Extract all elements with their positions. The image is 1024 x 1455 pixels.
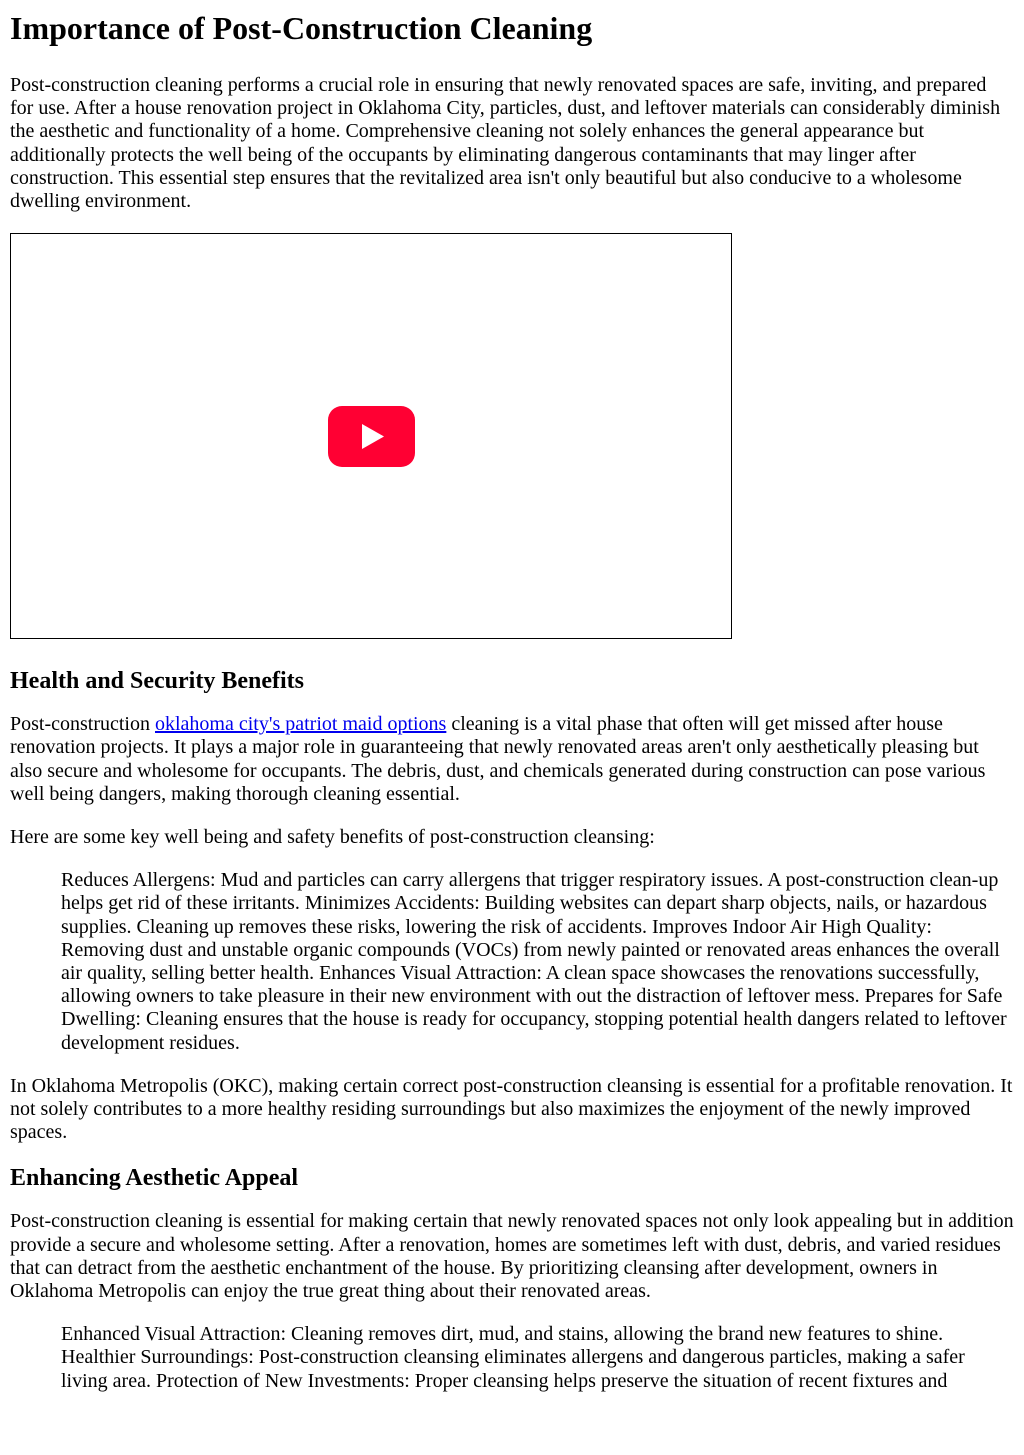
intro-paragraph: Post-construction cleaning performs a crucial role in ensuring that newly renovated spaces are safe, inviting, and prepared for use. After a house renovation project in Oklahoma City, particles, dust, and leftover materials can considerably diminish the aesthetic and functionality of a home. Comprehensive cleaning not solely enhances the general appearance but additionally protects the well being of the occupants by eliminating dangerous contaminants that may linger after construction. This essential step ensures that the revitalized area isn't only beautiful but also conducive to a wholesome dwelling environment.	[10, 74, 1001, 213]
health-paragraph-2: Here are some key well being and safety benefits of post-construction cleansing:	[10, 826, 655, 849]
article	[0, 9, 1024, 1393]
health-text-before-link: Post-construction	[10, 713, 155, 736]
aesthetic-benefits-list: Enhanced Visual Attraction: Cleaning removes dirt, mud, and stains, allowing the brand new features to shine. Healthier Surroundings: Post-construction cleansing eliminates allergens and dangerous particles, making a safer living area. Protection of New Investments: Proper cleansing helps preserve the situation of recent fixtures and	[61, 1323, 965, 1392]
video-embed[interactable]	[10, 233, 732, 639]
health-paragraph-1	[10, 713, 1014, 806]
health-text-after-link: cleaning is a vital phase that often will get missed after house renovation projects. It plays a major role in guaranteeing that newly renovated areas aren't only aesthetically pleasing but also secure and wholesome for occupants. The debris, dust, and chemicals generated during construction can pose various well being dangers, making thorough cleaning essential.	[10, 713, 986, 805]
youtube-play-icon[interactable]	[328, 406, 415, 467]
section-heading-health: Health and Security Benefits	[10, 668, 304, 695]
section-heading-aesthetic: Enhancing Aesthetic Appeal	[10, 1165, 299, 1192]
health-benefits-list: Reduces Allergens: Mud and particles can carry allergens that trigger respiratory issues. A post-construction clean-up helps get rid of these irritants. Minimizes Accidents: Building websites can depart sharp objects, nails, or hazardous supplies. Cleaning up removes these risks, lowering the risk of accidents. Improves Indoor Air High Quality: Removing dust and unstable organic compounds (VOCs) from newly painted or renovated areas enhances the overall air quality, selling better health. Enhances Visual Attraction: A clean space showcases the renovations successfully, allowing owners to take pleasure in their new environment with out the distraction of leftover mess. Prepares for Safe Dwelling: Cleaning ensures that the house is ready for occupancy, stopping potential health dangers related to leftover development residues.	[61, 869, 1007, 1054]
patriot-maid-link[interactable]: oklahoma city's patriot maid options	[155, 713, 447, 736]
page-title: Importance of Post-Construction Cleaning	[10, 10, 593, 46]
health-paragraph-3: In Oklahoma Metropolis (OKC), making certain correct post-construction cleansing is essential for a profitable renovation. It not solely contributes to a more healthy residing surroundings but also maximizes the enjoyment of the newly improved spaces.	[10, 1074, 1013, 1144]
aesthetic-paragraph-1: Post-construction cleaning is essential for making certain that newly renovated spaces not only look appealing but in addition provide a secure and wholesome setting. After a renovation, homes are sometimes left with dust, debris, and varied residues that can detract from the aesthetic enchantment of the house. By prioritizing cleansing after development, owners in Oklahoma Metropolis can enjoy the true great thing about their renovated areas.	[10, 1210, 1014, 1303]
